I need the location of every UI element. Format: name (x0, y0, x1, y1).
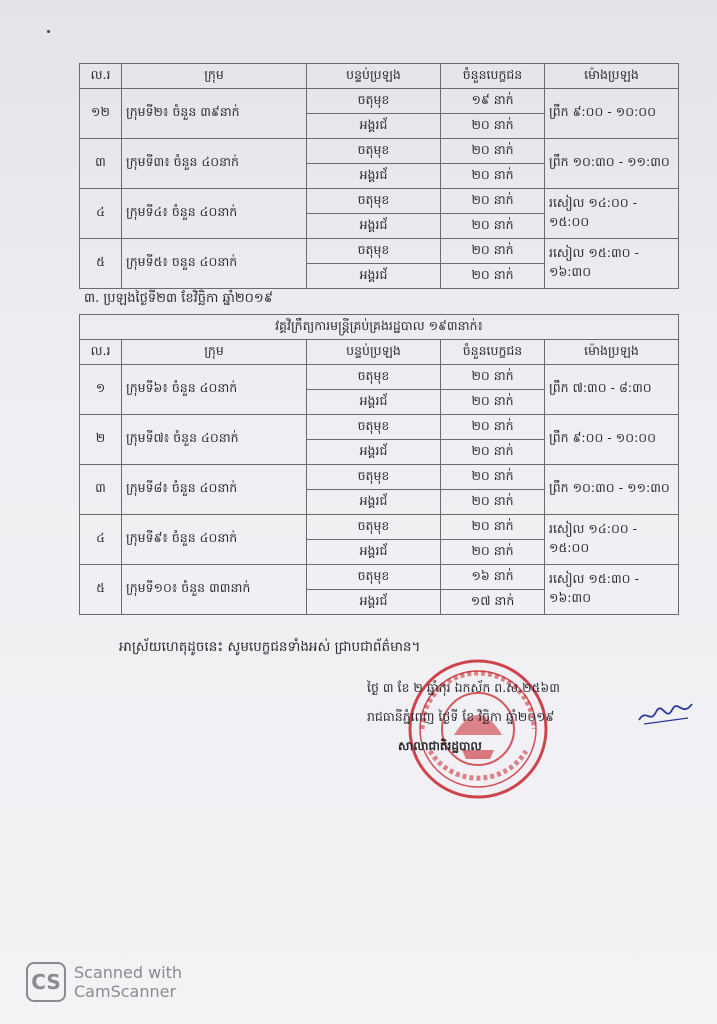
table-row (80, 89, 679, 114)
header-time: ម៉ោងប្រឡង (545, 64, 679, 89)
watermark-line-1: Scanned with (74, 963, 183, 982)
table-row (80, 415, 679, 440)
header-room: បន្ទប់ប្រឡង (307, 340, 441, 365)
time-cell: ព្រឹក ១០:៣០ - ១១:៣០ (545, 139, 679, 189)
group-cell: ក្រុមទី៦៖ ចំនួន ៤០នាក់ (122, 365, 307, 415)
room-cell: អង្គរជ័ (307, 490, 441, 515)
room-cell: ចតុមុខ (307, 139, 441, 164)
signatory-title: សាលាជាតិរដ្ឋបាល (398, 739, 482, 753)
room-cell: ចតុមុខ (307, 239, 441, 264)
date-place-line: រាជធានីភ្នំពេញ ថ្ងៃទី ខែ វិច្ឆិកា ឆ្នាំ២០១៩ (367, 709, 555, 724)
table-row (80, 515, 679, 540)
time-cell: ព្រឹក ៧:៣០ - ៨:៣០ (545, 365, 679, 415)
table-row (80, 465, 679, 490)
time-cell: ព្រឹក ១០:៣០ - ១១:៣០ (545, 465, 679, 515)
count-cell: ១៧ នាក់ (441, 590, 545, 615)
time-cell: រសៀល ១៤:០០ - ១៥:០០ (545, 189, 679, 239)
count-cell: ២០ នាក់ (441, 390, 545, 415)
count-cell: ២០ នាក់ (441, 515, 545, 540)
header-row (80, 340, 679, 365)
count-cell: ២០ នាក់ (441, 164, 545, 189)
official-seal-stamp (402, 655, 554, 803)
count-cell: ១៩ នាក់ (441, 89, 545, 114)
table-row (80, 139, 679, 164)
count-cell: ២០ នាក់ (441, 465, 545, 490)
room-cell: អង្គរជ័ (307, 164, 441, 189)
header-group: ក្រុម (122, 340, 307, 365)
announcement-note: អាស្រ័យហេតុដូចនេះ សូមបេក្ខជនទាំងអស់ ជ្រាបជាព័ត៌មាន។ (119, 639, 421, 655)
header-no: ល.រ (80, 64, 122, 89)
camscanner-logo-icon: CS (26, 962, 66, 1002)
count-cell: ២០ នាក់ (441, 114, 545, 139)
header-count: ចំនួនបេក្ខជន (441, 64, 545, 89)
count-cell: ២០ នាក់ (441, 365, 545, 390)
count-cell: ២០ នាក់ (441, 189, 545, 214)
header-time: ម៉ោងប្រឡង (545, 340, 679, 365)
time-cell: ព្រឹក ៩:០០ - ១០:០០ (545, 89, 679, 139)
group-cell: ក្រុមទី១០៖ ចំនួន ៣៣នាក់ (122, 565, 307, 615)
row-number: ១២ (80, 89, 122, 139)
room-cell: អង្គរជ័ (307, 114, 441, 139)
room-cell: ចតុមុខ (307, 365, 441, 390)
speck (47, 30, 50, 33)
camscanner-watermark (26, 962, 182, 1002)
row-number: ៣ (80, 465, 122, 515)
group-cell: ក្រុមទី៧៖ ចំនួន ៤០នាក់ (122, 415, 307, 465)
room-cell: អង្គរជ័ (307, 264, 441, 289)
row-number: ៥ (80, 239, 122, 289)
header-no: ល.រ (80, 340, 122, 365)
table-row (80, 239, 679, 264)
watermark-line-2: CamScanner (74, 982, 177, 1001)
room-cell: អង្គរជ័ (307, 440, 441, 465)
exam-schedule-table-1 (79, 63, 679, 289)
count-cell: ២០ នាក់ (441, 214, 545, 239)
group-cell: ក្រុមទី៣៖ ចំនួន ៤០នាក់ (122, 139, 307, 189)
handwritten-signature (636, 700, 696, 728)
room-cell: ចតុមុខ (307, 189, 441, 214)
row-number: ៣ (80, 139, 122, 189)
header-count: ចំនួនបេក្ខជន (441, 340, 545, 365)
row-number: ១ (80, 365, 122, 415)
room-cell: ចតុមុខ (307, 565, 441, 590)
header-row (80, 64, 679, 89)
table-row (80, 565, 679, 590)
room-cell: ចតុមុខ (307, 89, 441, 114)
room-cell: អង្គរជ័ (307, 214, 441, 239)
count-cell: ២០ នាក់ (441, 139, 545, 164)
table-row (80, 189, 679, 214)
room-cell: អង្គរជ័ (307, 540, 441, 565)
count-cell: ២០ នាក់ (441, 540, 545, 565)
table-title-row (80, 315, 679, 340)
count-cell: ១៦ នាក់ (441, 565, 545, 590)
room-cell: អង្គរជ័ (307, 390, 441, 415)
group-cell: ក្រុមទី៤៖ ចំនួន ៤០នាក់ (122, 189, 307, 239)
time-cell: រសៀល ១៥:៣០ - ១៦:៣០ (545, 565, 679, 615)
lunar-date-line: ថ្ងៃ ៣ ខែ ២ ឆ្នាំកុរ ឯកស័ក ព.ស.២៥៦៣ (367, 680, 560, 695)
room-cell: ចតុមុខ (307, 465, 441, 490)
row-number: ៤ (80, 515, 122, 565)
row-number: ៥ (80, 565, 122, 615)
time-cell: ព្រឹក ៩:០០ - ១០:០០ (545, 415, 679, 465)
table-title: វគ្គវិក្រឹត្យការមន្ត្រីគ្រប់គ្រងរដ្ឋបាល ១៩៣នាក់៖ (80, 315, 679, 340)
count-cell: ២០ នាក់ (441, 415, 545, 440)
header-group: ក្រុម (122, 64, 307, 89)
group-cell: ក្រុមទី៩៖ ចំនួន ៤០នាក់ (122, 515, 307, 565)
row-number: ៤ (80, 189, 122, 239)
header-room: បន្ទប់ប្រឡង (307, 64, 441, 89)
group-cell: ក្រុមទី២៖ ចំនួន ៣៩នាក់ (122, 89, 307, 139)
count-cell: ២០ នាក់ (441, 264, 545, 289)
room-cell: អង្គរជ័ (307, 590, 441, 615)
group-cell: ក្រុមទី៨៖ ចំនួន ៤០នាក់ (122, 465, 307, 515)
row-number: ២ (80, 415, 122, 465)
time-cell: រសៀល ១៤:០០ - ១៥:០០ (545, 515, 679, 565)
table-row (80, 365, 679, 390)
room-cell: ចតុមុខ (307, 515, 441, 540)
exam-schedule-table-2 (79, 314, 679, 615)
count-cell: ២០ នាក់ (441, 490, 545, 515)
time-cell: រសៀល ១៥:៣០ - ១៦:៣០ (545, 239, 679, 289)
count-cell: ២០ នាក់ (441, 440, 545, 465)
room-cell: ចតុមុខ (307, 415, 441, 440)
group-cell: ក្រុមទី៥៖ ចនួន ៤០នាក់ (122, 239, 307, 289)
count-cell: ២០ នាក់ (441, 239, 545, 264)
section-heading: ៣. ប្រឡងថ្ងៃទី២៣ ខែវិច្ឆិកា ឆ្នាំ២០១៩ (84, 291, 273, 306)
